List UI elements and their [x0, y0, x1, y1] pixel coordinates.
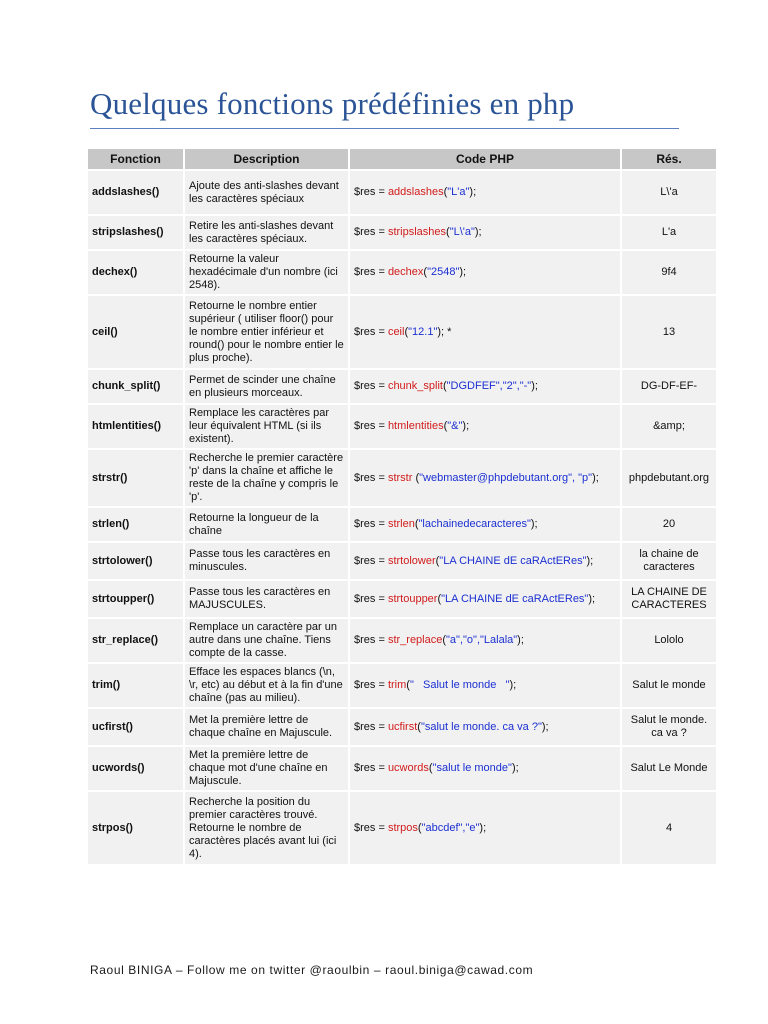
code-open: (: [435, 554, 440, 567]
result-value: Salut Le Monde: [622, 747, 716, 790]
table-row: [88, 543, 716, 579]
code-args: "salut le monde": [432, 762, 512, 774]
result-value: L\'a: [622, 171, 716, 214]
code-args: "lachainedecaracteres": [418, 518, 531, 530]
function-name: htmlentities(): [88, 405, 183, 448]
table-header-row: [88, 149, 716, 169]
php-code: [350, 709, 620, 745]
code-args: "webmaster@phpdebutant.org", "p": [419, 471, 593, 484]
table-row: [88, 792, 716, 864]
code-function: ucfirst: [387, 720, 418, 733]
function-description: Retire les anti-slashes devant les caractères spéciaux.: [185, 216, 348, 249]
code-function: strlen: [387, 518, 415, 530]
code-function: strtoupper: [387, 592, 438, 605]
result-value: 4: [622, 792, 716, 864]
header-code-php: Code PHP: [350, 149, 620, 169]
header-fonction: Fonction: [88, 149, 183, 169]
code-args: " Salut le monde ": [409, 679, 510, 691]
function-name: trim(): [88, 664, 183, 707]
result-value: L'a: [622, 216, 716, 249]
php-code: [350, 405, 620, 448]
table-row: [88, 450, 716, 506]
table-row: [88, 405, 716, 448]
function-description: Recherche le premier caractère 'p' dans la chaîne et affiche le reste de la chaîne y compris le 'p'.: [185, 450, 348, 506]
php-code: [350, 664, 620, 707]
code-var: $res =: [354, 821, 388, 834]
code-var: $res =: [354, 679, 388, 691]
function-description: Ajoute des anti-slashes devant les caractères spéciaux: [185, 171, 348, 214]
function-description: Met la première lettre de chaque mot d'une chaîne en Majuscule.: [185, 747, 348, 790]
function-description: Remplace les caractères par leur équivalent HTML (si ils existent).: [185, 405, 348, 448]
result-value: Lololo: [622, 619, 716, 662]
code-close: );: [586, 554, 594, 567]
function-name: strlen(): [88, 508, 183, 541]
footer-credit: Raoul BINIGA – Follow me on twitter @raoulbin – raoul.biniga@cawad.com: [90, 963, 534, 977]
code-args: "L'a": [447, 186, 470, 198]
code-function: chunk_split: [387, 380, 443, 392]
code-open: (: [442, 380, 447, 392]
code-function: strpos: [387, 821, 418, 834]
code-var: $res =: [354, 420, 388, 432]
table-row: [88, 251, 716, 294]
code-var: $res =: [354, 554, 388, 567]
code-close: );: [541, 720, 549, 733]
code-open: (: [443, 420, 448, 432]
code-var: $res =: [354, 325, 388, 338]
function-description: Permet de scinder une chaîne en plusieurs morceaux.: [185, 370, 348, 403]
result-value: 20: [622, 508, 716, 541]
functions-table: [86, 147, 718, 866]
code-function: addslashes: [387, 186, 444, 198]
function-name: dechex(): [88, 251, 183, 294]
php-code: [350, 619, 620, 662]
function-name: strpos(): [88, 792, 183, 864]
code-close: );: [459, 266, 467, 278]
function-description: Passe tous les caractères en minuscules.: [185, 543, 348, 579]
code-var: $res =: [354, 186, 388, 198]
code-function: trim: [387, 679, 407, 691]
function-name: ucfirst(): [88, 709, 183, 745]
code-function: dechex: [387, 266, 424, 278]
code-close: );: [588, 592, 596, 605]
table-row: [88, 171, 716, 214]
code-open: (: [404, 325, 409, 338]
function-description: Retourne la valeur hexadécimale d'un nombre (ici 2548).: [185, 251, 348, 294]
title-underline: [90, 128, 679, 129]
header-res: Rés.: [622, 149, 716, 169]
code-close: );: [462, 420, 470, 432]
result-value: phpdebutant.org: [622, 450, 716, 506]
result-value: &amp;: [622, 405, 716, 448]
code-close: );: [474, 226, 482, 238]
code-close: );: [511, 762, 519, 774]
result-value: Salut le monde. ca va ?: [622, 709, 716, 745]
php-code: [350, 251, 620, 294]
function-name: ucwords(): [88, 747, 183, 790]
code-open: (: [442, 634, 447, 646]
table-row: [88, 296, 716, 368]
code-close: );: [469, 186, 477, 198]
code-args: "2548": [427, 266, 460, 278]
function-name: chunk_split(): [88, 370, 183, 403]
code-close: ); *: [437, 325, 452, 338]
code-function: htmlentities: [387, 420, 444, 432]
code-function: str_replace: [387, 634, 443, 646]
code-args: "L\'a": [449, 226, 475, 238]
code-args: "a","o","Lalala": [446, 634, 518, 646]
table-row: [88, 508, 716, 541]
function-name: strtolower(): [88, 543, 183, 579]
code-open: (: [423, 266, 428, 278]
function-description: Retourne la longueur de la chaîne: [185, 508, 348, 541]
code-var: $res =: [354, 762, 388, 774]
code-args: "&": [447, 420, 463, 432]
code-var: $res =: [354, 226, 388, 238]
table-row: [88, 619, 716, 662]
code-var: $res =: [354, 380, 388, 392]
code-close: );: [531, 380, 538, 392]
result-value: LA CHAINE DE CARACTERES: [622, 581, 716, 617]
php-code: [350, 747, 620, 790]
php-code: [350, 171, 620, 214]
code-open: (: [417, 720, 421, 733]
header-description: Description: [185, 149, 348, 169]
function-name: addslashes(): [88, 171, 183, 214]
function-name: strstr(): [88, 450, 183, 506]
code-args: "salut le monde. ca va ?": [420, 720, 542, 733]
code-var: $res =: [354, 720, 388, 733]
result-value: la chaine de caracteres: [622, 543, 716, 579]
function-description: Recherche la position du premier caractères trouvé. Retourne le nombre de caractères placés avant lui (ici 4).: [185, 792, 348, 864]
code-open: (: [437, 592, 442, 605]
code-function: strstr: [387, 471, 413, 484]
code-close: );: [592, 471, 599, 484]
code-args: "abcdef","e": [421, 821, 480, 834]
code-args: "DGDFEF","2","-": [446, 380, 532, 392]
page-title: Quelques fonctions prédéfinies en php: [90, 86, 575, 121]
code-args: "LA CHAINE dE caRActERes": [439, 554, 587, 567]
function-description: Remplace un caractère par un autre dans une chaîne. Tiens compte de la casse.: [185, 619, 348, 662]
code-var: $res =: [354, 266, 388, 278]
function-description: Met la première lettre de chaque chaîne en Majuscule.: [185, 709, 348, 745]
function-name: ceil(): [88, 296, 183, 368]
code-var: $res =: [354, 634, 388, 646]
table-row: [88, 664, 716, 707]
code-function: ceil: [387, 325, 405, 338]
code-open: (: [406, 679, 410, 691]
php-code: [350, 216, 620, 249]
code-close: );: [509, 679, 517, 691]
code-open: (: [443, 186, 448, 198]
function-name: stripslashes(): [88, 216, 183, 249]
code-args: "LA CHAINE dE caRActERes": [441, 592, 589, 605]
code-open: (: [412, 471, 420, 484]
result-value: Salut le monde: [622, 664, 716, 707]
code-var: $res =: [354, 592, 388, 605]
code-function: ucwords: [387, 762, 429, 774]
code-open: (: [446, 226, 450, 238]
code-open: (: [414, 518, 419, 530]
code-close: );: [530, 518, 538, 530]
php-code: [350, 370, 620, 403]
php-code: [350, 581, 620, 617]
result-value: DG-DF-EF-: [622, 370, 716, 403]
php-code: [350, 450, 620, 506]
php-code: [350, 792, 620, 864]
code-open: (: [428, 762, 433, 774]
php-code: [350, 543, 620, 579]
code-close: );: [517, 634, 524, 646]
table-row: [88, 370, 716, 403]
function-name: strtoupper(): [88, 581, 183, 617]
table-row: [88, 709, 716, 745]
function-description: Efface les espaces blancs (\n, \r, etc) au début et à la fin d'une chaîne (pas au milieu).: [185, 664, 348, 707]
php-code: [350, 296, 620, 368]
table-row: [88, 216, 716, 249]
function-description: Passe tous les caractères en MAJUSCULES.: [185, 581, 348, 617]
code-close: );: [479, 821, 487, 834]
table-row: [88, 581, 716, 617]
function-name: str_replace(): [88, 619, 183, 662]
function-description: Retourne le nombre entier supérieur ( utiliser floor() pour le nombre entier inférieur et round() pour le nombre entier le plus proche).: [185, 296, 348, 368]
table-row: [88, 747, 716, 790]
result-value: 9f4: [622, 251, 716, 294]
php-code: [350, 508, 620, 541]
code-function: strtolower: [387, 554, 436, 567]
code-function: stripslashes: [387, 226, 447, 238]
result-value: 13: [622, 296, 716, 368]
code-var: $res =: [354, 518, 388, 530]
code-open: (: [417, 821, 422, 834]
code-args: "12.1": [408, 325, 438, 338]
code-var: $res =: [354, 471, 388, 484]
